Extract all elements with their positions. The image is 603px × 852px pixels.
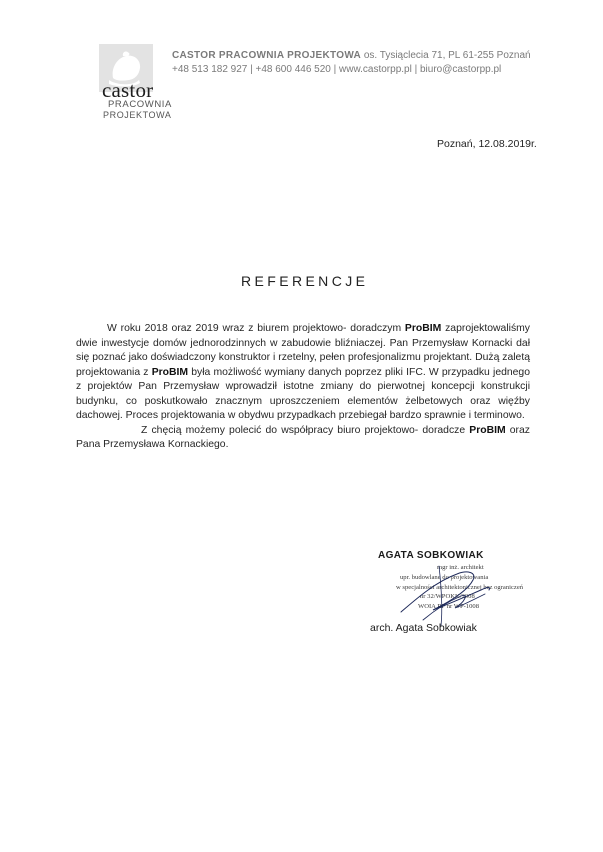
- brand-name: ProBIM: [404, 323, 442, 334]
- logo-subtitle-line1: PRACOWNIA: [108, 99, 172, 110]
- letterhead-line1: [172, 51, 531, 61]
- body-paragraph-2: Z chęcią możemy polecić do współpracy biuro projektowo- doradcze ProBIM oraz Pana Przemysława Kornackiego.: [76, 424, 530, 450]
- letter-date: Poznań, 12.08.2019r.: [437, 138, 537, 150]
- logo-wordmark: castor: [102, 78, 154, 102]
- body-paragraph-1: W roku 2018 oraz 2019 wraz z biurem projektowo- doradczym ProBIM zaprojektowaliśmy dwie inwestycje domów jednorodzinnych w zabudowie bliźniaczej. Pan Przemysław Kornacki dał się poznać jako doświadczony konstruktor i rzetelny, pełen profesjonalizmu projektant. Dużą zaletą projektowania z ProBIM była możliwość wymiany danych poprzez pliki IFC. W przypadku jednego z projektów Pan Przemysław wprowadził istotne zmiany do pierwotnej koncepcji konstrukcji budynku, co poskutkowało znacznym uproszczeniem elementów żelbetowych oraz więźby dachowej. Proces projektowania w obydwu przypadkach przebiegał bardzo sprawnie i terminowo.: [76, 323, 530, 421]
- company-name: CASTOR PRACOWNIA PROJEKTOWA: [172, 50, 362, 61]
- stamp-line: mgr inż. architekt: [437, 564, 484, 571]
- stamp-line: upr. budowlane do projektowania: [400, 574, 489, 581]
- signer-name: arch. Agata Sobkowiak: [370, 622, 477, 634]
- brand-name: ProBIM: [469, 424, 506, 436]
- stamp-name: AGATA SOBKOWIAK: [378, 550, 484, 561]
- letterhead-contact: +48 513 182 927 | +48 600 446 520 | www.castorpp.pl | biuro@castorpp.pl: [172, 64, 502, 75]
- stamp-line: WOIA RP nr WP-1008: [418, 603, 479, 610]
- document-title: REFERENCJE: [241, 273, 369, 289]
- letter-body: [76, 322, 530, 453]
- stamp-line: w specjalności architektonicznej bez ograniczeń: [396, 584, 524, 591]
- company-address: os. Tysiąclecia 71, PL 61-255 Poznań: [363, 50, 531, 61]
- brand-name: ProBIM: [151, 366, 189, 378]
- stamp-line: nr 32/WPOKK/2008: [420, 593, 475, 600]
- logo-subtitle-line2: PROJEKTOWA: [103, 110, 172, 120]
